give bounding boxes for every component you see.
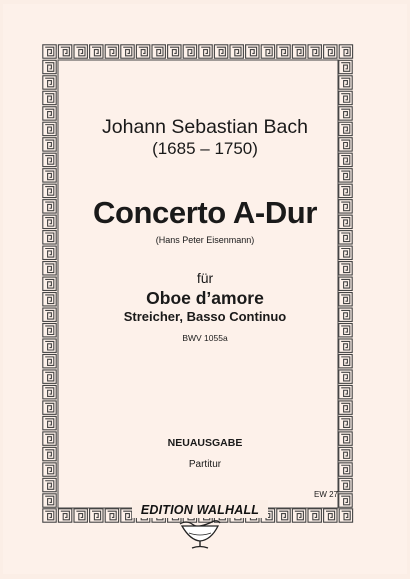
for-label: für [196,270,214,286]
composer-dates: (1685 – 1750) [152,139,258,158]
work-title: Concerto A-Dur [92,195,318,230]
composer-name: Johann Sebastian Bach [102,116,308,138]
publisher-code: EW 27 [314,490,339,499]
edition-note: NEUAUSGABE [167,437,243,449]
score-type: Partitur [188,459,222,470]
ensemble: Streicher, Basso Continuo [123,309,287,324]
catalog-number: BWV 1055a [182,333,228,343]
solo-instrument: Oboe d’amore [146,288,264,308]
publisher-name: EDITION WALHALL [140,503,260,517]
publisher-logo [132,500,268,558]
editor-credit: (Hans Peter Eisenmann) [155,235,255,245]
